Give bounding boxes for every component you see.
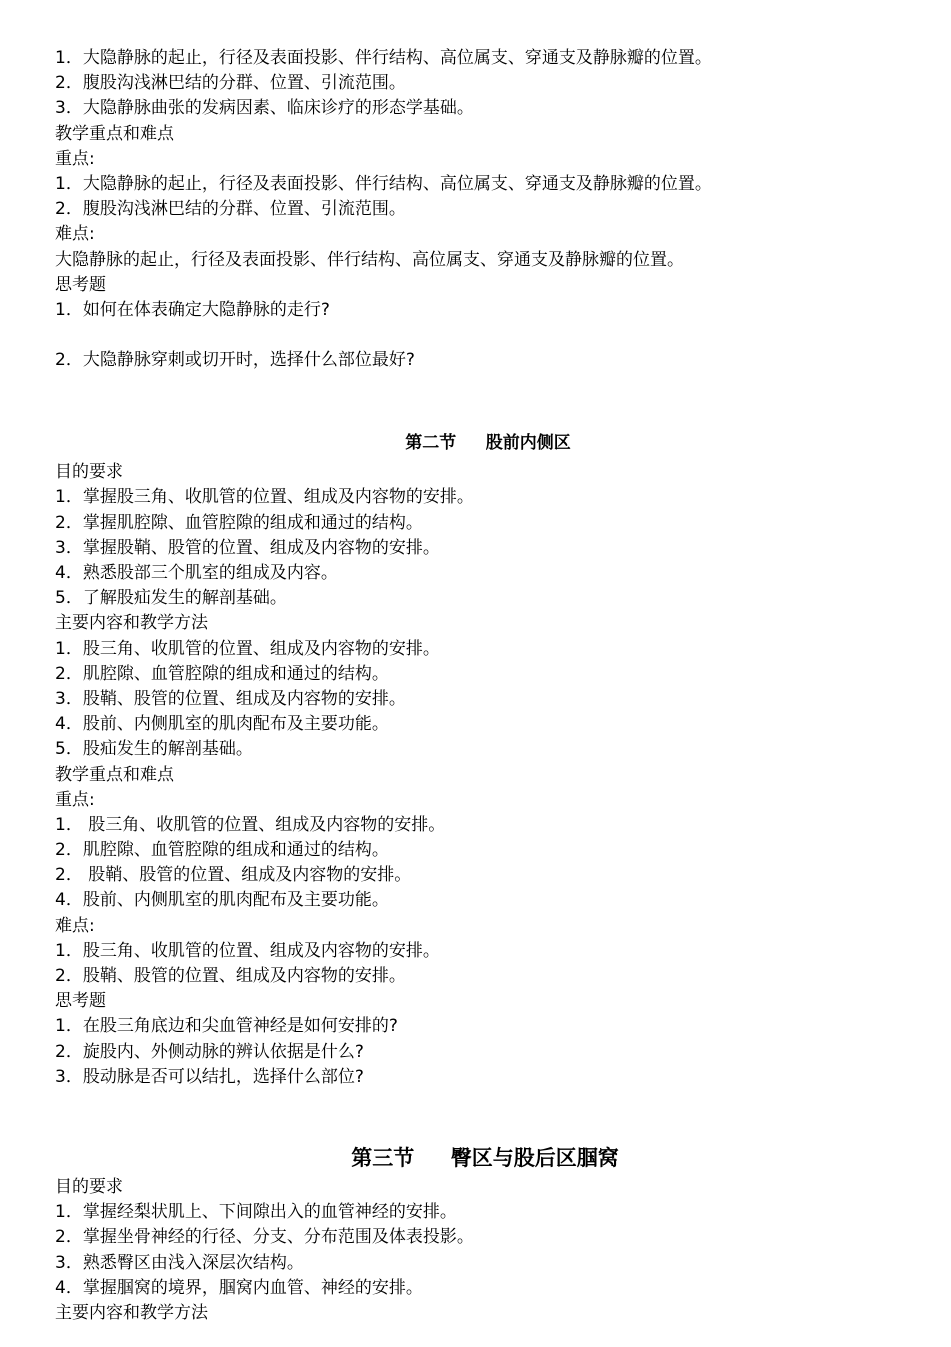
- text-line: 3．掌握股鞘、股管的位置、组成及内容物的安排。: [55, 537, 440, 558]
- spacer: [55, 1090, 915, 1135]
- section2-title: 第二节 股前内侧区: [405, 433, 571, 454]
- text-line: 1．如何在体表确定大隐静脉的走行?: [55, 299, 330, 320]
- section3-body: [55, 1175, 915, 1326]
- text-line: 3．股鞘、股管的位置、组成及内容物的安排。: [55, 688, 406, 709]
- text-line: 2．大隐静脉穿刺或切开时，选择什么部位最好?: [55, 350, 415, 371]
- section2-body: [55, 460, 915, 1090]
- text-line: 2．旋股内、外侧动脉的辨认依据是什么?: [55, 1041, 364, 1062]
- text-line: 3．大隐静脉曲张的发病因素、临床诊疗的形态学基础。: [55, 98, 474, 119]
- text-line: 2．掌握坐骨神经的行径、分支、分布范围及体表投影。: [55, 1227, 474, 1248]
- text-line: 2．腹股沟浅淋巴结的分群、位置、引流范围。: [55, 199, 406, 220]
- text-line: 重点:: [55, 789, 95, 810]
- text-line: 2．肌腔隙、血管腔隙的组成和通过的结构。: [55, 663, 389, 684]
- text-line: 1．股三角、收肌管的位置、组成及内容物的安排。: [55, 638, 440, 659]
- text-line: 教学重点和难点: [55, 123, 174, 144]
- section3-title: 第三节 臀区与股后区腘窝: [351, 1145, 619, 1170]
- text-line: 大隐静脉的起止，行径及表面投影、伴行结构、高位属支、穿通支及静脉瓣的位置。: [55, 249, 684, 270]
- text-line: 4．股前、内侧肌室的肌肉配布及主要功能。: [55, 714, 389, 735]
- text-line: 教学重点和难点: [55, 764, 174, 785]
- document-page: [55, 46, 915, 1326]
- text-line: 目的要求: [55, 1176, 123, 1197]
- text-line: 2．掌握肌腔隙、血管腔隙的组成和通过的结构。: [55, 512, 423, 533]
- text-line: 3．熟悉臀区由浅入深层次结构。: [55, 1252, 304, 1273]
- text-line: 3．股动脉是否可以结扎，选择什么部位?: [55, 1066, 364, 1087]
- text-line: 4．熟悉股部三个肌室的组成及内容。: [55, 563, 338, 583]
- text-line: 1．大隐静脉的起止，行径及表面投影、伴行结构、高位属支、穿通支及静脉瓣的位置。: [55, 173, 712, 194]
- spacer: [55, 373, 915, 418]
- text-line: 2． 股鞘、股管的位置、组成及内容物的安排。: [55, 865, 412, 886]
- text-line: 1．掌握股三角、收肌管的位置、组成及内容物的安排。: [55, 487, 474, 508]
- text-line: 2．腹股沟浅淋巴结的分群、位置、引流范围。: [55, 73, 406, 94]
- text-line: 重点:: [55, 148, 95, 169]
- text-line: 思考题: [55, 274, 106, 295]
- text-line: 2．肌腔隙、血管腔隙的组成和通过的结构。: [55, 840, 389, 861]
- text-line: 1． 股三角、收肌管的位置、组成及内容物的安排。: [55, 814, 446, 835]
- text-line: 1．在股三角底边和尖血管神经是如何安排的?: [55, 1016, 398, 1037]
- text-line: 主要内容和教学方法: [55, 613, 208, 634]
- text-line: 4．掌握腘窝的境界，腘窝内血管、神经的安排。: [55, 1277, 423, 1298]
- text-line: 5．了解股疝发生的解剖基础。: [55, 588, 287, 609]
- spacer: [55, 323, 915, 348]
- text-line: 难点:: [55, 224, 95, 245]
- text-line: 1．掌握经梨状肌上、下间隙出入的血管神经的安排。: [55, 1202, 457, 1223]
- text-line: 难点:: [55, 915, 95, 936]
- text-line: 思考题: [55, 991, 106, 1012]
- text-line: 5．股疝发生的解剖基础。: [55, 739, 253, 760]
- text-line: 4．股前、内侧肌室的肌肉配布及主要功能。: [55, 890, 389, 911]
- text-line: 2．股鞘、股管的位置、组成及内容物的安排。: [55, 966, 406, 986]
- text-line: 主要内容和教学方法: [55, 1302, 208, 1323]
- text-line: 1．大隐静脉的起止，行径及表面投影、伴行结构、高位属支、穿通支及静脉瓣的位置。: [55, 48, 712, 68]
- text-line: 目的要求: [55, 462, 123, 483]
- section1-continued: [55, 46, 915, 323]
- section1-question-2: [55, 348, 915, 373]
- text-line: 1．股三角、收肌管的位置、组成及内容物的安排。: [55, 940, 440, 961]
